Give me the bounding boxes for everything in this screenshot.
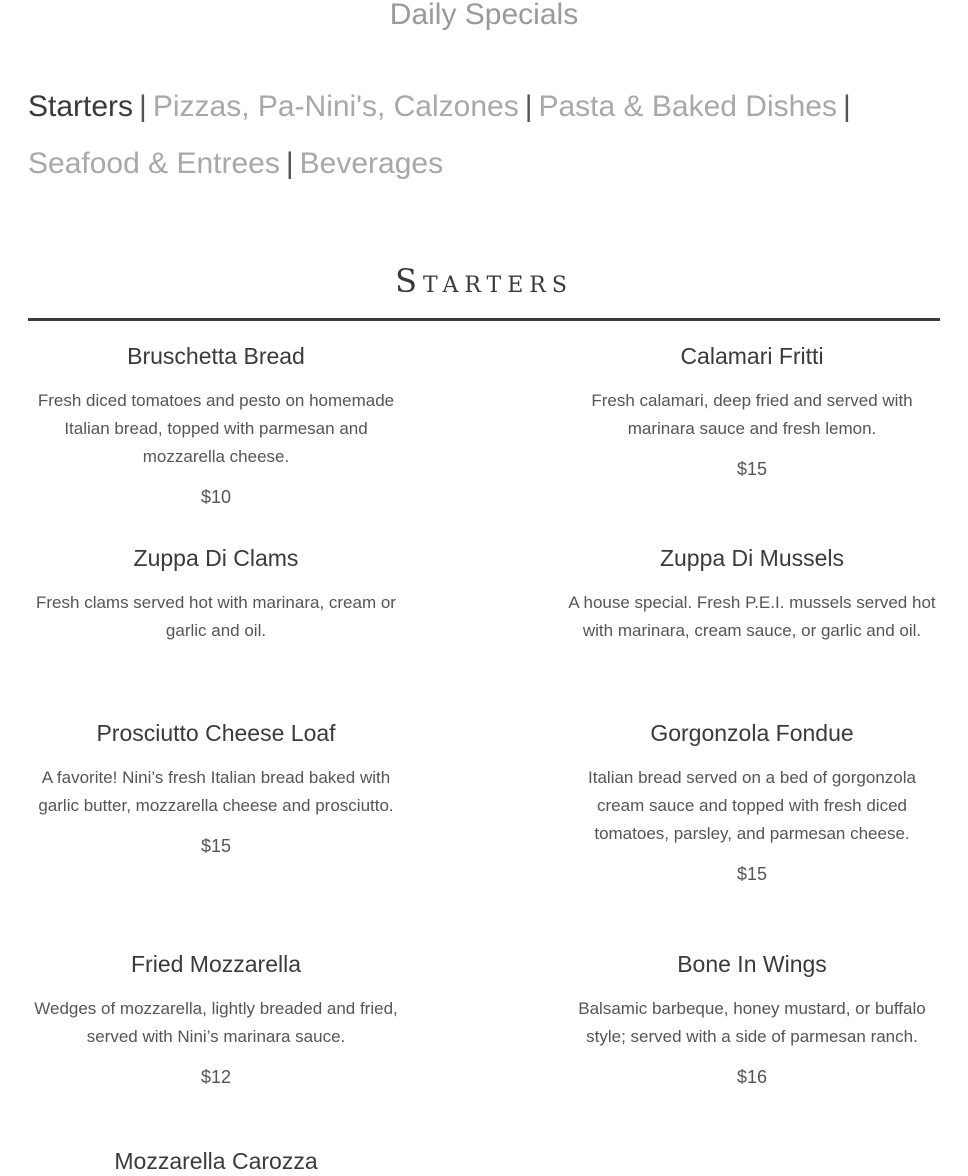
item-name: Calamari Fritti bbox=[680, 343, 824, 369]
item-price: $15 bbox=[200, 836, 232, 856]
nav-separator: | bbox=[524, 90, 533, 123]
menu-item bbox=[28, 949, 404, 1088]
nav-link-seafood[interactable]: Seafood & Entrees bbox=[28, 147, 280, 180]
menu-item bbox=[28, 543, 404, 645]
nav-link-beverages[interactable]: Beverages bbox=[299, 147, 444, 180]
nav-separator: | bbox=[842, 90, 851, 123]
item-description: Italian bread served on a bed of gorgonzola cream sauce and topped with fresh diced tomatoes, parsley, and parmesan cheese. bbox=[588, 768, 916, 843]
menu-category-nav bbox=[28, 78, 928, 192]
section-divider bbox=[28, 318, 940, 321]
item-price: $15 bbox=[736, 459, 768, 479]
item-name: Gorgonzola Fondue bbox=[650, 720, 854, 746]
nav-link-pizzas[interactable]: Pizzas, Pa-Nini's, Calzones bbox=[152, 90, 519, 123]
nav-separator: | bbox=[285, 147, 294, 180]
nav-link-starters[interactable]: Starters bbox=[28, 90, 134, 123]
item-name: Prosciutto Cheese Loaf bbox=[96, 720, 336, 746]
item-price: $10 bbox=[200, 487, 232, 507]
item-name: Bone In Wings bbox=[677, 951, 827, 977]
menu-item bbox=[564, 341, 940, 480]
menu-item bbox=[564, 718, 940, 885]
item-description: Wedges of mozzarella, lightly breaded and fried, served with Nini’s marinara sauce. bbox=[34, 999, 398, 1046]
item-name: Bruschetta Bread bbox=[127, 343, 305, 369]
item-description: Fresh calamari, deep fried and served with marinara sauce and fresh lemon. bbox=[591, 391, 913, 438]
item-name: Zuppa Di Mussels bbox=[659, 545, 845, 571]
item-name: Zuppa Di Clams bbox=[133, 545, 299, 571]
menu-item bbox=[28, 341, 404, 508]
item-description: Fresh diced tomatoes and pesto on homemade Italian bread, topped with parmesan and mozzarella cheese. bbox=[37, 391, 395, 466]
item-description: Balsamic barbeque, honey mustard, or buffalo style; served with a side of parmesan ranch. bbox=[578, 999, 926, 1046]
menu-item bbox=[564, 949, 940, 1088]
item-price: $16 bbox=[736, 1067, 768, 1087]
menu-item bbox=[28, 718, 404, 857]
menu-item bbox=[564, 543, 940, 645]
item-price: $15 bbox=[736, 864, 768, 884]
nav-separator: | bbox=[139, 90, 147, 123]
item-description: Fresh clams served hot with marinara, cream or garlic and oil. bbox=[36, 593, 396, 640]
item-name: Mozzarella Carozza bbox=[114, 1148, 318, 1174]
item-price: $12 bbox=[200, 1067, 232, 1087]
daily-specials-link[interactable]: Daily Specials bbox=[389, 0, 579, 31]
item-description: A house special. Fresh P.E.I. mussels served hot with marinara, cream sauce, or garlic and oil. bbox=[568, 593, 936, 640]
item-description: A favorite! Nini’s fresh Italian bread baked with garlic butter, mozzarella cheese and prosciutto. bbox=[38, 768, 394, 815]
nav-link-pasta[interactable]: Pasta & Baked Dishes bbox=[538, 90, 837, 123]
item-name: Fried Mozzarella bbox=[131, 951, 301, 977]
menu-item bbox=[28, 1146, 404, 1176]
section-title: Starters bbox=[395, 262, 573, 300]
